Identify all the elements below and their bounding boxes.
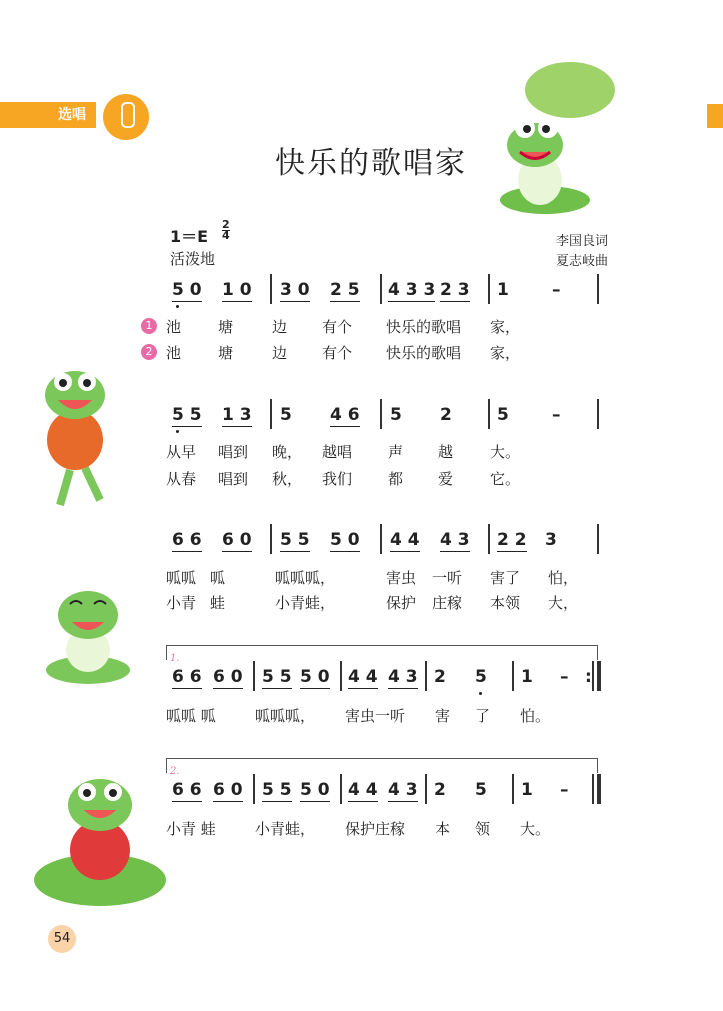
note-group: 3 0: [280, 280, 310, 300]
lyric-segment: 快乐的歌唱: [386, 344, 462, 362]
note-group: 6 6: [172, 530, 202, 550]
frog-happy-illustration: [40, 580, 140, 690]
frog-on-lily-pad-illustration: [30, 770, 170, 910]
bar-line: [253, 774, 255, 804]
note-group: 1: [521, 780, 533, 800]
lyric-segment: 本: [435, 820, 451, 838]
lyric-segment: 从早: [166, 443, 197, 461]
section-tab-label: 选唱: [48, 102, 96, 128]
bar-line: [340, 661, 342, 691]
note-group: 2: [440, 405, 452, 425]
lyric-segment: 快乐的歌唱: [386, 318, 462, 336]
note-group: 2 3: [440, 280, 470, 300]
lyric-segment: 塘: [218, 318, 234, 336]
volta-bracket-2: [166, 758, 598, 777]
lyric-segment: 池: [166, 344, 182, 362]
note-group: 4 3: [388, 667, 418, 687]
lyric-segment: 家，: [490, 344, 521, 362]
note-group: 5: [390, 405, 402, 425]
lyric-segment: 唱到: [218, 470, 249, 488]
note-group: 5 5: [262, 667, 292, 687]
note-group: 6 0: [222, 530, 252, 550]
note-group: 5 0: [172, 280, 202, 302]
lyric-segment: 越唱: [322, 443, 353, 461]
note-group: –: [560, 780, 569, 800]
note-group: 5 0: [330, 530, 360, 550]
lyric-segment: 爱: [438, 470, 454, 488]
lyric-segment: 保护庄稼: [345, 820, 406, 838]
note-group: 2: [434, 780, 446, 800]
lyric-segment: 呱呱呱，: [255, 707, 316, 725]
lyric-segment: 从春: [166, 470, 197, 488]
lyric-segment: 呱: [210, 569, 226, 587]
lyric-segment: 边: [272, 318, 288, 336]
frog-singing-illustration: [30, 360, 140, 510]
lyric-segment: 池: [166, 318, 182, 336]
lyric-segment: 本领: [490, 594, 521, 612]
lyric-segment: 晚，: [272, 443, 303, 461]
note-group: 6 0: [213, 780, 243, 800]
note-group: 1: [521, 667, 533, 687]
frog-with-leaf-illustration: [490, 50, 620, 220]
lyric-segment: 呱呱呱，: [275, 569, 336, 587]
page-edge-tab: [707, 104, 723, 128]
lyric-segment: 我们: [322, 470, 353, 488]
bar-line: [512, 661, 514, 691]
note-group: 4 4: [348, 667, 378, 687]
lyric-segment: 有个: [322, 318, 353, 336]
lyric-segment: 害了: [490, 569, 521, 587]
note-group: 4 3 3: [388, 280, 436, 300]
tempo-marking: 活泼地: [170, 250, 216, 268]
bar-line: [488, 399, 490, 429]
lyric-segment: 呱呱 呱: [166, 707, 216, 725]
lyric-segment: 蛙: [210, 594, 226, 612]
key-signature: 1＝E: [170, 227, 209, 246]
composer-credit: 夏志岐曲: [555, 254, 608, 269]
lyric-segment: 小青 蛙: [166, 820, 216, 838]
note-group: 5 0: [300, 667, 330, 687]
volta-label-2: 2.: [170, 766, 180, 777]
note-group: 2 5: [330, 280, 360, 300]
note-group: 5: [475, 667, 487, 687]
note-group: –: [560, 667, 569, 687]
note-group: 5 5: [280, 530, 310, 550]
note-group: 4 4: [348, 780, 378, 800]
lyric-segment: 小青: [166, 594, 197, 612]
bar-line: [270, 524, 272, 554]
final-bar-line: [592, 774, 594, 804]
final-bar-line: [597, 661, 601, 691]
lyric-segment: 害虫一听: [345, 707, 406, 725]
song-title: 快乐的歌唱家: [275, 146, 467, 181]
note-group: 1 3: [222, 405, 252, 425]
bar-line: [597, 524, 599, 554]
low-octave-dot: [176, 305, 179, 308]
lyric-segment: 都: [388, 470, 404, 488]
bar-line: [425, 661, 427, 691]
note-group: 5: [497, 405, 509, 425]
note-group: 3: [545, 530, 557, 550]
bar-line: [380, 274, 382, 304]
lyric-segment: 唱到: [218, 443, 249, 461]
note-group: 4 6: [330, 405, 360, 425]
note-group: 4 4: [390, 530, 420, 550]
note-group: 2: [434, 667, 446, 687]
lyric-segment: 大。: [520, 820, 551, 838]
note-group: 6 6: [172, 780, 202, 800]
lyric-segment: 保护: [386, 594, 417, 612]
note-group: 5 0: [300, 780, 330, 800]
time-bottom: 4: [222, 229, 230, 242]
note-group: –: [552, 280, 561, 300]
lyric-segment: 庄稼: [432, 594, 463, 612]
note-group: 4 3: [388, 780, 418, 800]
time-signature: [222, 220, 230, 241]
final-bar-line: [592, 661, 594, 691]
lyric-segment: 小青蛙，: [255, 820, 316, 838]
bar-line: [425, 774, 427, 804]
lyricist-credit: 李国良词: [555, 234, 608, 249]
note-group: 5: [475, 780, 487, 800]
repeat-sign: :: [585, 667, 592, 687]
volta-label-1: 1.: [170, 653, 180, 664]
note-group: 6 6: [172, 667, 202, 687]
page-number: 54: [48, 925, 76, 953]
bar-line: [380, 524, 382, 554]
lyric-segment: 害: [435, 707, 451, 725]
microphone-icon: [103, 94, 149, 140]
bar-line: [488, 274, 490, 304]
lyric-segment: 秋，: [272, 470, 303, 488]
volta-bracket-1: [166, 645, 598, 664]
bar-line: [253, 661, 255, 691]
bar-line: [512, 774, 514, 804]
lyric-segment: 边: [272, 344, 288, 362]
final-bar-line: [597, 774, 601, 804]
lyric-segment: 怕。: [520, 707, 551, 725]
note-group: 6 0: [213, 667, 243, 687]
note-group: 4 3: [440, 530, 470, 550]
note-group: 5 5: [262, 780, 292, 800]
lyric-segment: 家，: [490, 318, 521, 336]
bar-line: [270, 399, 272, 429]
lyric-segment: 一听: [432, 569, 463, 587]
lyric-segment: 大，: [548, 594, 579, 612]
lyric-segment: 小青蛙，: [275, 594, 336, 612]
lyric-segment: 大。: [490, 443, 521, 461]
verse-marker-2: 2: [141, 344, 157, 360]
note-group: 1: [497, 280, 509, 300]
lyric-segment: 塘: [218, 344, 234, 362]
lyric-segment: 怕，: [548, 569, 579, 587]
low-octave-dot: [176, 430, 179, 433]
note-group: 2 2: [497, 530, 527, 550]
bar-line: [597, 399, 599, 429]
lyric-segment: 有个: [322, 344, 353, 362]
verse-marker-1: 1: [141, 318, 157, 334]
lyric-segment: 呱呱: [166, 569, 197, 587]
lyric-segment: 它。: [490, 470, 521, 488]
time-top: 2: [222, 218, 230, 231]
bar-line: [340, 774, 342, 804]
lyric-segment: 害虫: [386, 569, 417, 587]
lyric-segment: 了: [475, 707, 491, 725]
note-group: 5 5: [172, 405, 202, 427]
section-tab-bar: [0, 102, 50, 128]
lyric-segment: 领: [475, 820, 491, 838]
bar-line: [488, 524, 490, 554]
note-group: –: [552, 405, 561, 425]
bar-line: [597, 274, 599, 304]
bar-line: [380, 399, 382, 429]
note-group: 5: [280, 405, 292, 425]
bar-line: [270, 274, 272, 304]
note-group: 1 0: [222, 280, 252, 300]
low-octave-dot: [479, 692, 482, 695]
lyric-segment: 越: [438, 443, 454, 461]
lyric-segment: 声: [388, 443, 404, 461]
